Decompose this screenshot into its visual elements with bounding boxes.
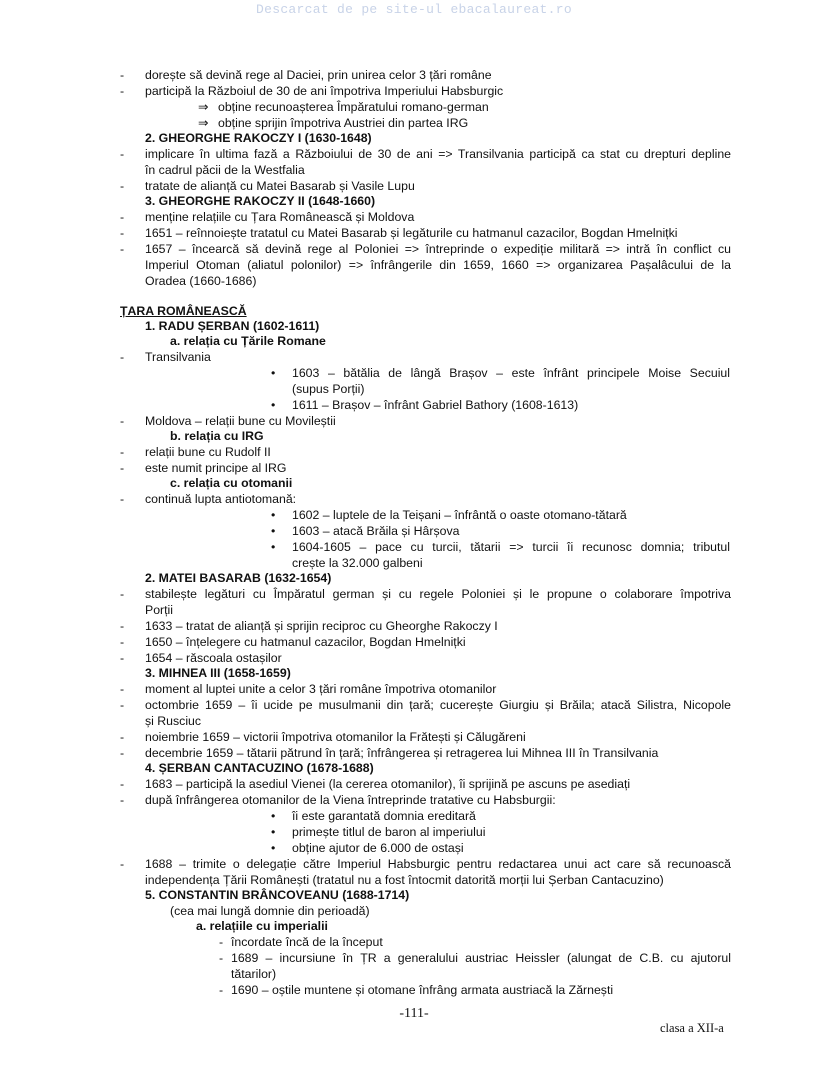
list-dash: - <box>120 68 125 82</box>
watermark: Descarcat de pe site-ul ebacalaureat.ro <box>256 2 572 17</box>
list-item: stabilește legături cu Împăratul german și cu regele Poloniei și le propune o colaborare împotriva <box>145 587 731 601</box>
list-dash: - <box>120 210 125 224</box>
list-item: continuă lupta antiotomană: <box>145 492 297 506</box>
arrow-icon: ⇒ <box>198 116 209 130</box>
list-dash: - <box>219 983 224 997</box>
list-item: 1690 – oștile muntene și otomane înfrâng armata austriacă la Zărnești <box>231 983 614 997</box>
bullet-icon: • <box>271 366 276 380</box>
list-item: Transilvania <box>145 350 211 364</box>
arrow-icon: ⇒ <box>198 100 209 114</box>
section-heading: 3. MIHNEA III (1658-1659) <box>145 666 291 680</box>
list-item: 1603 – atacă Brăila și Hârșova <box>292 524 460 538</box>
list-item: primește titlul de baron al imperiului <box>292 825 486 839</box>
list-dash: - <box>120 698 125 712</box>
list-item: după înfrângerea otomanilor de la Viena întreprinde tratative cu Habsburgii: <box>145 793 556 807</box>
bullet-icon: • <box>271 524 276 538</box>
list-item: 1688 – trimite o delegație către Imperiul Habsburgic pentru redactarea unui act care să recunoască <box>145 857 731 871</box>
list-item-continuation: crește la 32.000 galbeni <box>292 556 423 570</box>
bullet-icon: • <box>271 825 276 839</box>
class-label: clasa a XII-a <box>660 1021 724 1035</box>
bullet-icon: • <box>271 398 276 412</box>
section-heading: 3. GHEORGHE RAKOCZY II (1648-1660) <box>145 194 376 208</box>
list-item: participă la Războiul de 30 de ani împotriva Imperiului Habsburgic <box>145 84 504 98</box>
list-dash: - <box>120 492 125 506</box>
bullet-icon: • <box>271 540 276 554</box>
list-dash: - <box>120 746 125 760</box>
list-dash: - <box>219 951 224 965</box>
list-dash: - <box>120 226 125 240</box>
list-item: obține recunoașterea Împăratului romano-german <box>218 100 489 114</box>
list-item: noiembrie 1659 – victorii împotriva otomanilor la Frătești și Călugăreni <box>145 730 526 744</box>
list-item: obține ajutor de 6.000 de ostași <box>292 841 464 855</box>
list-dash: - <box>120 635 125 649</box>
list-dash: - <box>120 651 125 665</box>
list-item: implicare în ultima fază a Războiului de 30 de ani => Transilvania participă ca stat cu drepturi depline <box>145 147 731 161</box>
bullet-icon: • <box>271 508 276 522</box>
list-item: 1657 – încearcă să devină rege al Poloniei => întreprinde o expediție militară => intră în conflict cu <box>145 242 731 256</box>
list-item-continuation: în cadrul păcii de la Westfalia <box>145 163 305 177</box>
list-dash: - <box>120 179 125 193</box>
list-item-continuation: tătarilor) <box>231 967 277 981</box>
list-item: obține sprijin împotriva Austriei din partea IRG <box>218 116 469 130</box>
list-item: este numit principe al IRG <box>145 461 287 475</box>
list-item-continuation: Oradea (1660-1686) <box>145 274 257 288</box>
list-item-continuation: Porții <box>145 603 174 617</box>
list-item: Moldova – relații bune cu Movileștii <box>145 414 336 428</box>
list-dash: - <box>120 682 125 696</box>
bullet-icon: • <box>271 809 276 823</box>
list-dash: - <box>120 147 125 161</box>
list-item: 1683 – participă la asediul Vienei (la cererea otomanilor), îi sprijină pe ascuns pe asediați <box>145 777 631 791</box>
list-dash: - <box>219 935 224 949</box>
list-item: 1651 – reînnoiește tratatul cu Matei Basarab și legăturile cu hatmanul cazacilor, Bogdan Hmelnițki <box>145 226 678 240</box>
section-heading: 2. GHEORGHE RAKOCZY I (1630-1648) <box>145 131 372 145</box>
page-number: -111- <box>399 1006 429 1021</box>
list-item: încordate încă de la început <box>231 935 383 949</box>
section-heading: 5. CONSTANTIN BRÂNCOVEANU (1688-1714) <box>145 888 410 902</box>
section-heading: 1. RADU ȘERBAN (1602-1611) <box>145 319 320 333</box>
list-item: 1633 – tratat de alianță și sprijin reciproc cu Gheorghe Rakoczy I <box>145 619 498 633</box>
list-dash: - <box>120 350 125 364</box>
subsection-heading: b. relația cu IRG <box>170 429 264 443</box>
list-item: 1602 – luptele de la Teișani – înfrântă o oaste otomano-tătară <box>292 508 627 522</box>
list-item: relații bune cu Rudolf II <box>145 445 271 459</box>
list-item-continuation: și Rusciuc <box>145 714 202 728</box>
list-dash: - <box>120 619 125 633</box>
note: (cea mai lungă domnie din perioadă) <box>170 904 370 918</box>
list-dash: - <box>120 461 125 475</box>
list-dash: - <box>120 587 125 601</box>
list-dash: - <box>120 414 125 428</box>
chapter-title: ȚARA ROMÂNEASCĂ <box>120 304 247 318</box>
list-item: 1611 – Brașov – înfrânt Gabriel Bathory (1608-1613) <box>292 398 579 412</box>
list-dash: - <box>120 793 125 807</box>
list-dash: - <box>120 730 125 744</box>
bullet-icon: • <box>271 841 276 855</box>
subsection-heading: a. relația cu Țările Romane <box>170 334 326 348</box>
list-item: 1603 – bătălia de lângă Brașov – este înfrânt principele Moise Secuiul <box>292 366 730 380</box>
list-item: 1604-1605 – pace cu turcii, tătarii => turcii îi recunosc domnia; tributul <box>292 540 730 554</box>
list-item: tratate de alianță cu Matei Basarab și Vasile Lupu <box>145 179 415 193</box>
list-item: decembrie 1659 – tătarii pătrund în țară; înfrângerea și retragerea lui Mihnea III în Transilvania <box>145 746 659 760</box>
subsection-heading: a. relațiile cu imperialii <box>196 919 328 933</box>
list-item-continuation: (supus Porții) <box>292 382 365 396</box>
list-item: îi este garantată domnia ereditară <box>292 809 476 823</box>
list-dash: - <box>120 242 125 256</box>
list-item: dorește să devină rege al Daciei, prin unirea celor 3 țări române <box>145 68 492 82</box>
list-dash: - <box>120 84 125 98</box>
list-item: 1650 – înțelegere cu hatmanul cazacilor, Bogdan Hmelnițki <box>145 635 466 649</box>
list-item: octombrie 1659 – îi ucide pe musulmanii din țară; cucerește Giurgiu și Brăila; atacă Silistra, Nicopole <box>145 698 731 712</box>
list-item: moment al luptei unite a celor 3 țări române împotriva otomanilor <box>145 682 497 696</box>
list-dash: - <box>120 857 125 871</box>
list-dash: - <box>120 445 125 459</box>
section-heading: 2. MATEI BASARAB (1632-1654) <box>145 571 332 585</box>
list-item-continuation: independența Țării Românești (tratatul nu a fost întocmit datorită morții lui Șerban Cantacuzino) <box>145 873 664 887</box>
list-item: 1689 – incursiune în ȚR a generalului austriac Heissler (alungat de C.B. cu ajutorul <box>231 951 731 965</box>
list-dash: - <box>120 777 125 791</box>
section-heading: 4. ȘERBAN CANTACUZINO (1678-1688) <box>145 761 374 775</box>
subsection-heading: c. relația cu otomanii <box>170 476 293 490</box>
list-item: menține relațiile cu Țara Românească și Moldova <box>145 210 415 224</box>
list-item: 1654 – răscoala ostașilor <box>145 651 282 665</box>
list-item-continuation: Imperiul Otoman (aliatul polonilor) => înfrângerile din 1659, 1660 => organizarea Pașalâcului de la <box>145 258 731 272</box>
